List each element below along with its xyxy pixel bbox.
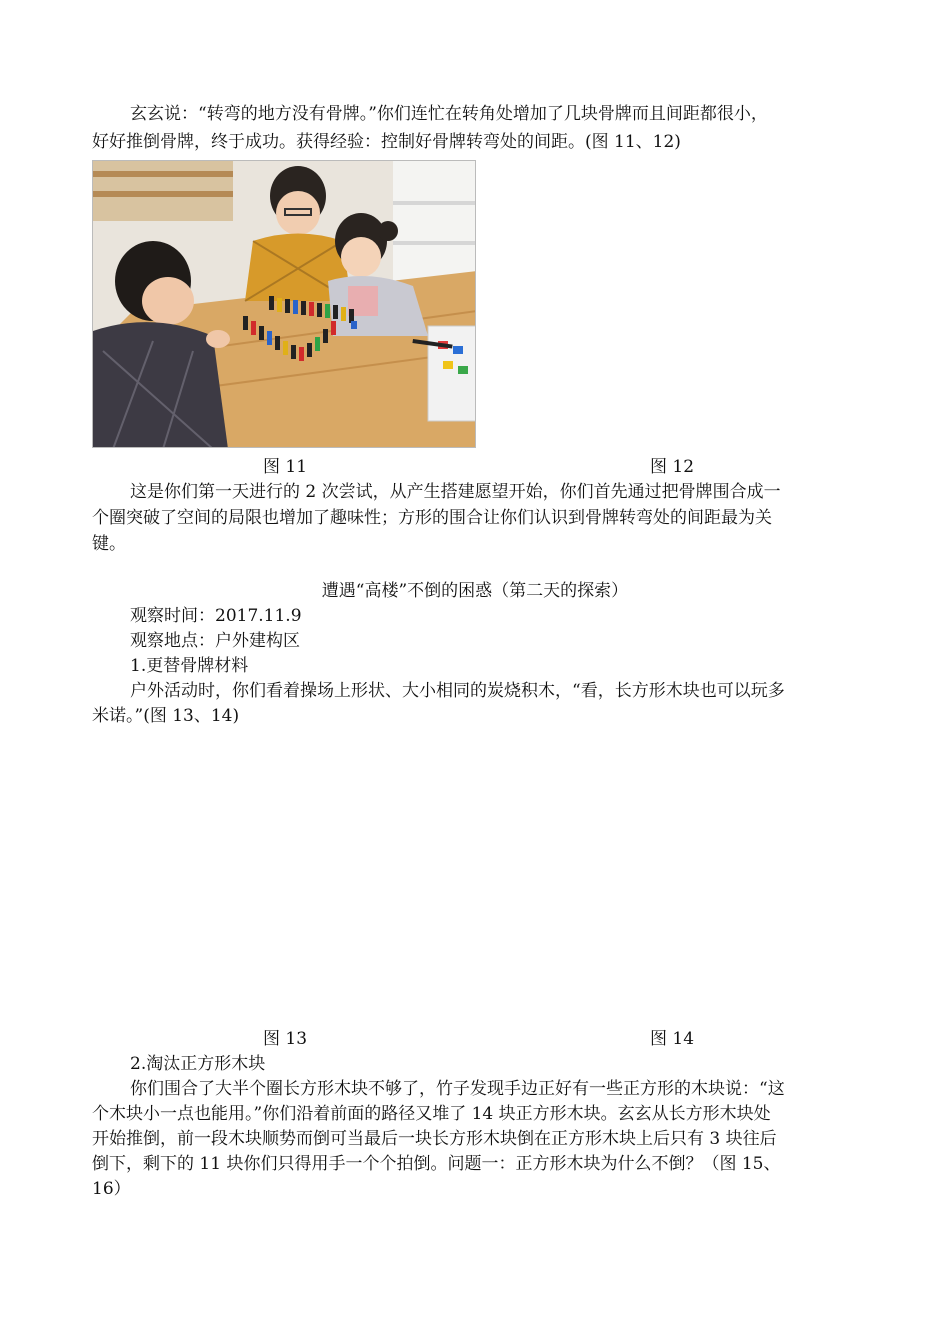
paragraph-4-line-2: 个木块小一点也能用。”你们沿着前面的路径又堆了 14 块正方形木块。玄玄从长方形木块处 xyxy=(92,1104,771,1124)
paragraph-3-line-1: 户外活动时，你们看着操场上形状、大小相同的炭烧积木，“看，长方形木块也可以玩多 xyxy=(130,681,785,701)
paragraph-2-line-2: 个圈突破了空间的局限也增加了趣味性；方形的围合让你们认识到骨牌转弯处的间距最为关 xyxy=(92,508,772,528)
child-front-hand xyxy=(206,330,230,348)
caption-figure-11: 图 11 xyxy=(262,457,308,477)
child-front-face xyxy=(142,277,194,325)
caption-figure-13: 图 13 xyxy=(262,1029,308,1049)
paragraph-4-line-4: 倒下，剩下的 11 块你们只得用手一个个拍倒。问题一：正方形木块为什么不倒？（图 15、 xyxy=(92,1154,781,1174)
observation-time: 观察时间：2017.11.9 xyxy=(130,606,302,626)
subheading-2: 2.淘汰正方形木块 xyxy=(130,1054,266,1074)
girl-face xyxy=(341,237,381,277)
subheading-1: 1.更替骨牌材料 xyxy=(130,656,249,676)
paragraph-4-line-1: 你们围合了大半个圈长方形木块不够了，竹子发现手边正好有一些正方形的木块说：“这 xyxy=(130,1079,785,1099)
figure-11-photo xyxy=(92,160,476,448)
paragraph-1-line-1: 玄玄说：“转弯的地方没有骨牌。”你们连忙在转角处增加了几块骨牌而且间距都很小， xyxy=(130,104,768,124)
child-back-face xyxy=(276,191,320,235)
white-shelf xyxy=(393,161,476,281)
children-dominoes-illustration xyxy=(93,161,476,448)
paragraph-2-line-1: 这是你们第一天进行的 2 次尝试，从产生搭建愿望开始，你们首先通过把骨牌围合成一 xyxy=(130,482,781,502)
paragraph-2-line-3: 键。 xyxy=(92,534,126,554)
caption-figure-14: 图 14 xyxy=(649,1029,695,1049)
observation-place: 观察地点：户外建构区 xyxy=(130,631,300,651)
paragraph-4-line-3: 开始推倒，前一段木块顺势而倒可当最后一块长方形木块倒在正方形木块上后只有 3 块往后 xyxy=(92,1129,777,1149)
caption-figure-12: 图 12 xyxy=(649,457,695,477)
section-title: 遭遇“高楼”不倒的困惑（第二天的探索） xyxy=(321,581,629,601)
paragraph-1-line-2: 好好推倒骨牌，终于成功。获得经验：控制好骨牌转弯处的间距。(图 11、12) xyxy=(92,132,681,152)
block-box xyxy=(428,326,476,421)
paragraph-4-line-5: 16） xyxy=(92,1179,131,1199)
paragraph-3-line-2: 米诺。”(图 13、14) xyxy=(92,706,240,726)
